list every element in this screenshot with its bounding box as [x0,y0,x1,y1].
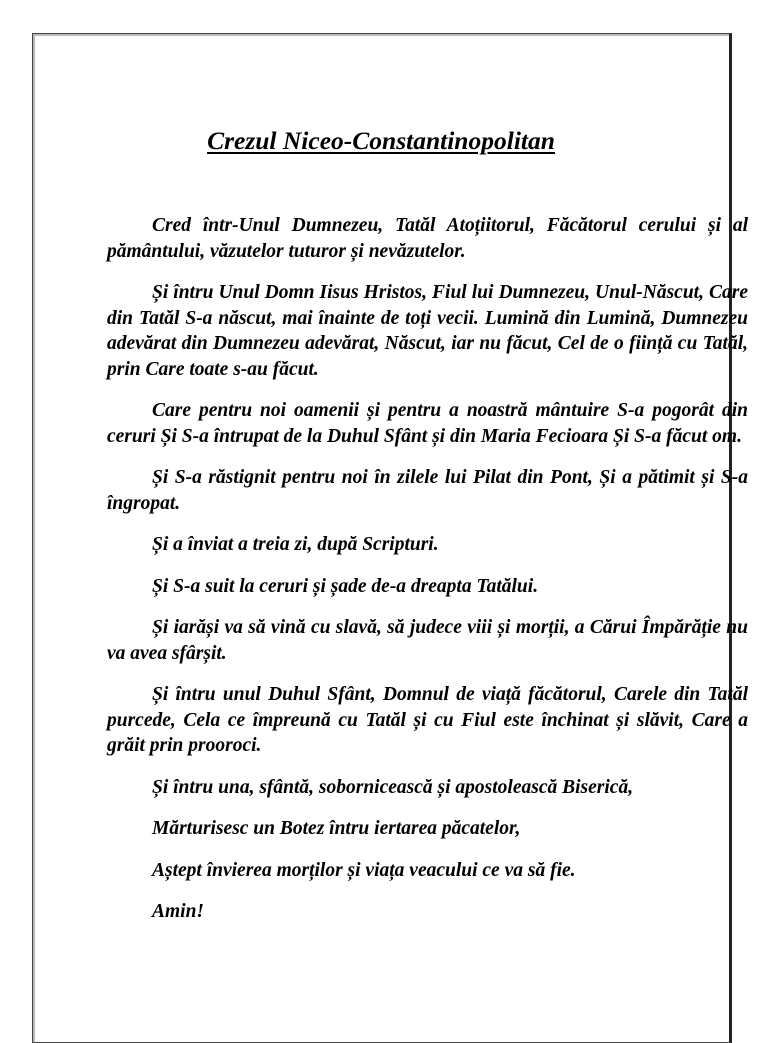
paragraph-6: Și S-a suit la ceruri și șade de-a dreapta Tatălui. [152,575,539,597]
paragraph-10: Mărturisesc un Botez întru iertarea păcatelor, [152,818,521,839]
paragraph-7: Și iarăși va să vină cu slavă, să judece viii și morții, a Cărui Împărăție nu va avea sfârșit. [107,617,748,664]
paragraph-11: Aștept învierea morților și viața veacului ce va să fie. [152,859,576,881]
paragraph-8: Și întru unul Duhul Sfânt, Domnul de viață făcătorul, Carele din Tatăl purcede, Cela ce împreună cu Tatăl și cu Fiul este închinat și slăvit, Care a grăit prin prooroci. [107,684,748,756]
paragraph-4: Și S-a răstignit pentru noi în zilele lui Pilat din Pont, Și a pătimit și S-a îngropat. [107,467,748,514]
paragraph-3: Care pentru noi oamenii și pentru a noastră mântuire S-a pogorât din ceruri Și S-a întrupat de la Duhul Sfânt și din Maria Fecioara Și S-a făcut om. [107,400,748,447]
paragraph-2: Și întru Unul Domn Iisus Hristos, Fiul lui Dumnezeu, Unul-Născut, Care din Tatăl S-a născut, mai înainte de toți vecii. Lumină din Lumină, Dumnezeu adevărat din Dumnezeu adevărat, Născut, iar nu făcut, Cel de o ființă cu Tatăl, prin Care toate s-au făcut. [107,282,748,380]
paragraph-5: Și a înviat a treia zi, după Scripturi. [152,534,439,555]
paragraph-9: Și întru una, sfântă, sobornicească și apostolească Biserică, [152,776,634,798]
document-page [32,33,748,1043]
document-body [107,213,748,941]
paragraph-12: Amin! [152,901,205,922]
document-title: Crezul Niceo-Constantinopolitan [207,126,555,155]
paragraph-1: Cred într-Unul Dumnezeu, Tatăl Atoțiitorul, Făcătorul cerului și al pământului, văzutelor tuturor și nevăzutelor. [107,215,748,262]
